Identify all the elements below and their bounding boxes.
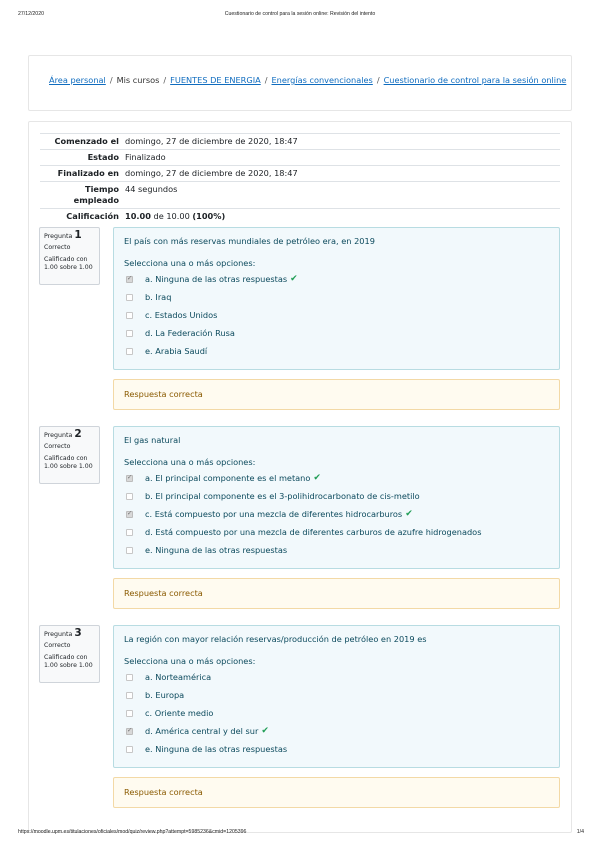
question-content-1 (113, 227, 560, 370)
summary-value: domingo, 27 de diciembre de 2020, 18:47 (123, 134, 560, 150)
answer-checkbox[interactable] (126, 330, 133, 337)
answer-option[interactable] (124, 686, 549, 704)
question-grade (44, 455, 95, 471)
answer-options (124, 270, 549, 360)
time-label-line-2: empleado (73, 195, 119, 205)
feedback-text: Respuesta correcta (124, 787, 203, 797)
answer-option[interactable] (124, 541, 549, 559)
answer-checkbox[interactable] (126, 692, 133, 699)
question-prompt: Selecciona una o más opciones: (124, 656, 256, 666)
summary-row-grade (40, 209, 560, 225)
summary-row-time (40, 182, 560, 209)
breadcrumb-course[interactable]: FUENTES DE ENERGIA (170, 75, 261, 85)
answer-option-text: d. Está compuesto por una mezcla de diferentes carburos de azufre hidrogenados (145, 527, 482, 537)
answer-option-text: d. América central y del sur (145, 726, 259, 736)
question-number (44, 629, 95, 640)
question-grade-line-2: 1.00 sobre 1.00 (44, 463, 93, 470)
answer-checkbox[interactable] (126, 674, 133, 681)
correct-check-icon: ✔ (313, 473, 321, 483)
answer-option[interactable] (124, 722, 549, 740)
answer-checkbox[interactable] (126, 312, 133, 319)
answer-checkbox[interactable] (126, 746, 133, 753)
correct-check-icon: ✔ (261, 726, 269, 736)
print-date: 27/12/2020 (18, 11, 44, 17)
question-number (44, 430, 95, 441)
answer-option-text: c. Está compuesto por una mezcla de diferentes hidrocarburos (145, 509, 403, 519)
question-prompt: Selecciona una o más opciones: (124, 258, 256, 268)
question-text: El país con más reservas mundiales de petróleo era, en 2019 (124, 236, 375, 246)
summary-row-started (40, 134, 560, 150)
grade-percent: (100%) (192, 211, 226, 221)
answer-option-text: e. Arabia Saudí (145, 346, 208, 356)
summary-value: domingo, 27 de diciembre de 2020, 18:47 (123, 166, 560, 182)
answer-option[interactable] (124, 668, 549, 686)
summary-value: 44 segundos (123, 182, 560, 209)
summary-value (123, 209, 560, 225)
answer-option[interactable] (124, 306, 549, 324)
answer-options (124, 469, 549, 559)
question-feedback-3 (113, 777, 560, 808)
breadcrumb-separator: / (376, 75, 380, 85)
question-number (44, 231, 95, 242)
summary-label: Calificación (40, 209, 123, 225)
feedback-text: Respuesta correcta (124, 588, 203, 598)
answer-option-text: e. Ninguna de las otras respuestas (145, 545, 288, 555)
answer-option-text: a. El principal componente es el metano (145, 473, 311, 483)
answer-checkbox[interactable] (126, 493, 133, 500)
answer-option[interactable] (124, 342, 549, 360)
question-grade-line-2: 1.00 sobre 1.00 (44, 264, 93, 271)
answer-option-text: a. Norteamérica (145, 672, 212, 682)
question-state: Correcto (44, 442, 71, 450)
question-state: Correcto (44, 641, 71, 649)
question-info-3 (39, 625, 100, 683)
answer-option-text: e. Ninguna de las otras respuestas (145, 744, 288, 754)
print-url: https://moodle.upm.es/titulaciones/oficiales/mod/quiz/review.php?attempt=5985236&cmid=1205396 (18, 829, 247, 835)
attempt-summary-table (40, 133, 560, 224)
summary-label: Finalizado en (40, 166, 123, 182)
summary-label: Comenzado el (40, 134, 123, 150)
question-content-3 (113, 625, 560, 768)
answer-option[interactable] (124, 288, 549, 306)
question-grade-line-1: Calificado con (44, 455, 88, 462)
question-text: El gas natural (124, 435, 181, 445)
answer-option-text: c. Estados Unidos (145, 310, 218, 320)
question-state: Correcto (44, 243, 71, 251)
answer-option-text: c. Oriente medio (145, 708, 214, 718)
question-info-2 (39, 426, 100, 484)
breadcrumb-card (28, 55, 572, 111)
summary-row-state (40, 150, 560, 166)
answer-checkbox[interactable] (126, 728, 133, 735)
breadcrumb-separator: / (264, 75, 268, 85)
breadcrumb-quiz[interactable]: Cuestionario de control para la sesión online (383, 75, 567, 85)
correct-check-icon: ✔ (405, 509, 413, 519)
question-label: Pregunta (44, 631, 73, 638)
correct-check-icon: ✔ (290, 274, 298, 284)
grade-score: 10.00 (125, 211, 151, 221)
answer-checkbox[interactable] (126, 710, 133, 717)
summary-label: Estado (40, 150, 123, 166)
answer-checkbox[interactable] (126, 348, 133, 355)
time-label-line-1: Tiempo (85, 184, 119, 194)
answer-option[interactable] (124, 505, 549, 523)
answer-option[interactable] (124, 740, 549, 758)
answer-checkbox[interactable] (126, 294, 133, 301)
breadcrumb-section[interactable]: Energías convencionales (271, 75, 373, 85)
question-grade (44, 654, 95, 670)
answer-checkbox[interactable] (126, 475, 133, 482)
question-feedback-1 (113, 379, 560, 410)
summary-value: Finalizado (123, 150, 560, 166)
question-grade-line-1: Calificado con (44, 256, 88, 263)
question-feedback-2 (113, 578, 560, 609)
breadcrumb-area-personal[interactable]: Área personal (49, 75, 106, 85)
answer-option[interactable] (124, 324, 549, 342)
print-title: Cuestionario de control para la sesión online: Revisión del intento (224, 11, 376, 17)
answer-option[interactable] (124, 487, 549, 505)
breadcrumb-mis-cursos: Mis cursos (116, 75, 160, 85)
print-page-number: 1/4 (576, 829, 584, 835)
feedback-text: Respuesta correcta (124, 389, 203, 399)
answer-checkbox[interactable] (126, 547, 133, 554)
answer-option-text: a. Ninguna de las otras respuestas (145, 274, 288, 284)
question-number-value: 1 (74, 229, 82, 241)
answer-option[interactable] (124, 523, 549, 541)
question-number-value: 2 (74, 428, 82, 440)
print-footer (0, 828, 600, 838)
answer-checkbox[interactable] (126, 511, 133, 518)
breadcrumb-separator: / (163, 75, 167, 85)
question-text: La región con mayor relación reservas/producción de petróleo en 2019 es (124, 634, 427, 644)
question-label: Pregunta (44, 432, 73, 439)
answer-option[interactable] (124, 469, 549, 487)
question-info-1 (39, 227, 100, 285)
breadcrumb-separator: / (109, 75, 113, 85)
answer-checkbox[interactable] (126, 276, 133, 283)
answer-option[interactable] (124, 704, 549, 722)
answer-options (124, 668, 549, 758)
grade-of: de 10.00 (153, 211, 190, 221)
print-header (0, 9, 600, 21)
answer-checkbox[interactable] (126, 529, 133, 536)
breadcrumb (49, 75, 566, 85)
question-content-2 (113, 426, 560, 569)
question-number-value: 3 (74, 627, 82, 639)
question-label: Pregunta (44, 233, 73, 240)
answer-option-text: b. El principal componente es el 3-polihidrocarbonato de cis-metilo (145, 491, 420, 501)
answer-option-text: d. La Federación Rusa (145, 328, 235, 338)
question-grade-line-1: Calificado con (44, 654, 88, 661)
answer-option-text: b. Europa (145, 690, 185, 700)
answer-option-text: b. Iraq (145, 292, 172, 302)
summary-label (40, 182, 123, 209)
question-grade (44, 256, 95, 272)
question-prompt: Selecciona una o más opciones: (124, 457, 256, 467)
summary-row-finished (40, 166, 560, 182)
answer-option[interactable] (124, 270, 549, 288)
question-grade-line-2: 1.00 sobre 1.00 (44, 662, 93, 669)
